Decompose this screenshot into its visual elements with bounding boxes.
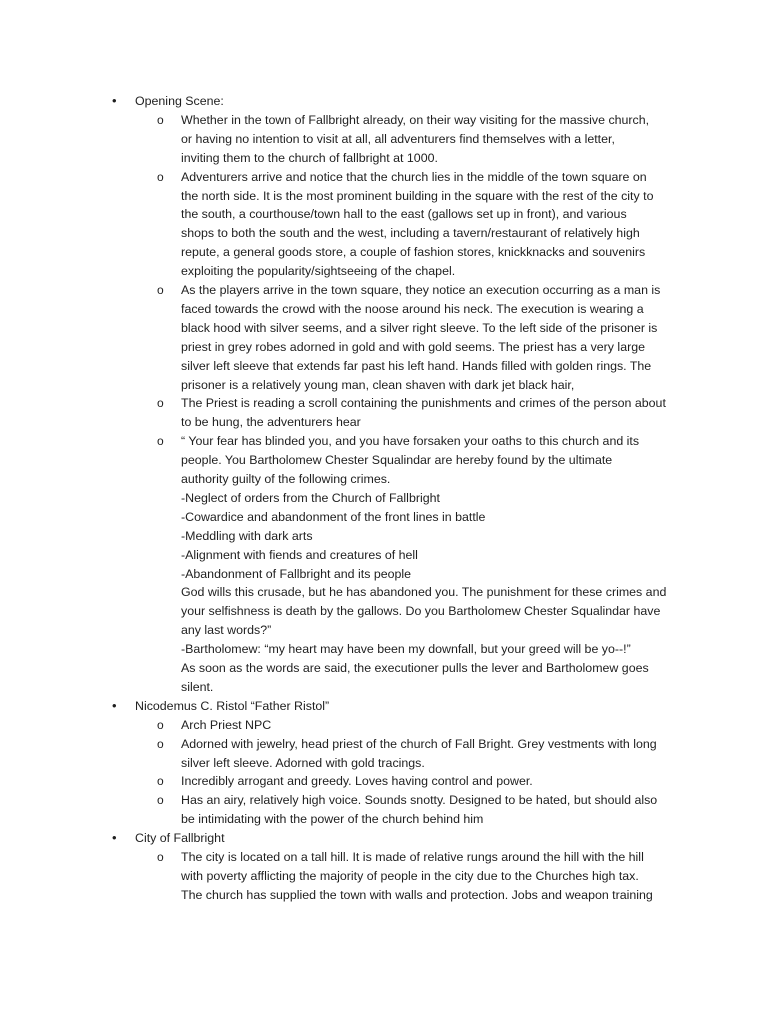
sub-item-line: silent.	[181, 679, 214, 694]
sub-bullet-marker: o	[157, 169, 164, 184]
sub-item-line: -Neglect of orders from the Church of Fallbright	[181, 490, 440, 505]
sub-item-line: the south, a courthouse/town hall to the east (gallows set up in front), and various	[181, 207, 627, 222]
sub-item-line: silver left sleeve. Adorned with gold tracings.	[181, 755, 425, 770]
sub-item-line: The Priest is reading a scroll containing the punishments and crimes of the person about	[181, 396, 666, 411]
sub-item-line: inviting them to the church of fallbright at 1000.	[181, 150, 438, 165]
sub-item-line: people. You Bartholomew Chester Squalindar are hereby found by the ultimate	[181, 453, 613, 468]
sub-item-line: “ Your fear has blinded you, and you have forsaken your oaths to this church and its	[181, 434, 640, 449]
sub-item-line: to be hung, the adventurers hear	[181, 415, 361, 430]
sub-item-line: faced towards the crowd with the noose around his neck. The execution is wearing a	[181, 301, 644, 316]
sub-bullet-marker: o	[157, 850, 164, 864]
sub-item-line: Adorned with jewelry, head priest of the church of Fall Bright. Grey vestments with long	[181, 736, 657, 751]
sub-item-line: The church has supplied the town with walls and protection. Jobs and weapon training	[181, 887, 653, 902]
sub-item-line: Incredibly arrogant and greedy. Loves having control and power.	[181, 774, 533, 789]
sub-item-line: Whether in the town of Fallbright already, on their way visiting for the massive church,	[181, 112, 650, 127]
sub-item-line: As soon as the words are said, the executioner pulls the lever and Bartholomew goes	[181, 661, 649, 675]
sub-bullet-marker: o	[157, 396, 164, 411]
sub-item-line: -Alignment with fiends and creatures of hell	[181, 547, 418, 562]
sub-bullet-marker: o	[157, 112, 164, 127]
bullet-marker: •	[112, 830, 117, 846]
bullet-marker: •	[112, 697, 117, 713]
sub-bullet-marker: o	[157, 717, 164, 732]
sub-item-line: The city is located on a tall hill. It is made of relative rungs around the hill with the hill	[181, 850, 644, 864]
section-heading: City of Fallbright	[135, 831, 225, 846]
sub-item-line: repute, a general goods store, a couple of fashion stores, knickknacks and souvenirs	[181, 245, 646, 260]
sub-item-line: -Meddling with dark arts	[181, 528, 313, 543]
bullet-marker: •	[112, 93, 117, 108]
sub-item-line: your selfishness is death by the gallows. Do you Bartholomew Chester Squalindar have	[181, 604, 661, 619]
section-heading: Nicodemus C. Ristol “Father Ristol”	[135, 698, 330, 713]
sub-item-line: or having no intention to visit at all, all adventurers find themselves with a letter,	[181, 131, 615, 146]
sub-item-line: priest in grey robes adorned in gold and with gold seems. The priest has a very large	[181, 339, 645, 354]
sub-item-line: Arch Priest NPC	[181, 717, 272, 732]
sub-item-line: authority guilty of the following crimes.	[181, 472, 391, 486]
sub-bullet-marker: o	[157, 736, 164, 751]
sub-item-line: with poverty afflicting the majority of people in the city due to the Churches high tax.	[181, 868, 639, 883]
sub-item-line: shops to both the south and the west, including a tavern/restaurant of relatively high	[181, 226, 640, 241]
sub-item-line: -Abandonment of Fallbright and its people	[181, 566, 412, 581]
sub-item-line: God wills this crusade, but he has abandoned you. The punishment for these crimes and	[181, 585, 667, 600]
sub-item-line: be intimidating with the power of the church behind him	[181, 812, 484, 827]
sub-bullet-marker: o	[157, 793, 164, 808]
sub-item-line: black hood with silver seems, and a silver right sleeve. To the left side of the prisoner is	[181, 320, 658, 335]
section-heading: Opening Scene:	[135, 94, 224, 108]
sub-item-line: the north side. It is the most prominent building in the square with the rest of the city to	[181, 188, 654, 203]
sub-item-line: silver left sleeve that extends far past his left hand. Hands filled with golden rings. The	[181, 358, 652, 373]
sub-item-line: As the players arrive in the town square, they notice an execution occurring as a man is	[181, 283, 661, 297]
sub-item-line: -Cowardice and abandonment of the front lines in battle	[181, 509, 486, 524]
sub-bullet-marker: o	[157, 774, 164, 789]
sub-item-line: Adventurers arrive and notice that the church lies in the middle of the town square on	[181, 169, 647, 184]
sub-bullet-marker: o	[157, 283, 164, 297]
sub-item-line: -Bartholomew: “my heart may have been my downfall, but your greed will be yo--!”	[181, 642, 631, 657]
sub-item-line: exploiting the popularity/sightseeing of the chapel.	[181, 264, 456, 279]
sub-item-line: Has an airy, relatively high voice. Sounds snotty. Designed to be hated, but should also	[181, 793, 658, 808]
sub-item-line: any last words?”	[181, 623, 272, 638]
sub-item-line: prisoner is a relatively young man, clean shaven with dark jet black hair,	[181, 377, 575, 392]
sub-bullet-marker: o	[157, 434, 164, 449]
